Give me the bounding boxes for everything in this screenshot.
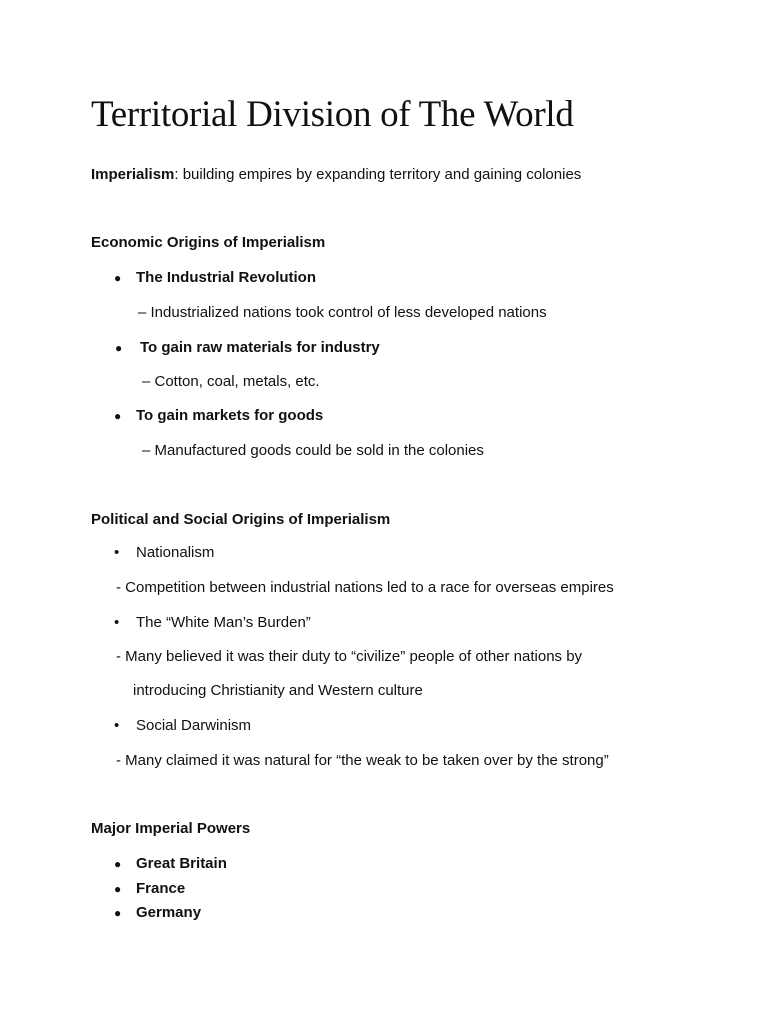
bullet-icon: ● [114,857,122,871]
list-item-detail: – Industrialized nations took control of less developed nations [138,304,547,321]
bullet-icon: • [114,544,120,561]
bullet-icon: • [114,717,120,734]
list-item-detail: - Competition between industrial nations led to a race for overseas empires [116,579,614,596]
list-item: To gain raw materials for industry [140,339,380,356]
section-heading-political-social: Political and Social Origins of Imperialism [91,511,391,528]
list-item-detail: - Many believed it was their duty to “civilize” people of other nations by [116,648,583,665]
list-item-detail: – Cotton, coal, metals, etc. [142,373,320,390]
list-item: To gain markets for goods [136,407,324,424]
list-item: Germany [136,904,202,921]
section-heading-major-powers: Major Imperial Powers [91,820,251,837]
section-heading-economic: Economic Origins of Imperialism [91,234,326,251]
definition-term: Imperialism [91,166,175,183]
bullet-icon: ● [114,271,122,285]
list-item: Social Darwinism [136,717,252,734]
list-item: Nationalism [136,544,215,561]
page-title: Territorial Division of The World [91,94,574,135]
definition-text: : building empires by expanding territory and gaining colonies [174,166,582,183]
bullet-icon: ● [114,906,122,920]
list-item-detail: - Many claimed it was natural for “the weak to be taken over by the strong” [116,752,609,769]
bullet-icon: ● [115,341,123,355]
bullet-icon: ● [114,882,122,896]
bullet-icon: • [114,614,120,631]
list-item: The “White Man’s Burden” [136,614,311,631]
list-item: The Industrial Revolution [136,269,317,286]
list-item-detail: – Manufactured goods could be sold in the colonies [142,442,484,459]
list-item: Great Britain [136,855,227,872]
list-item-detail-continued: introducing Christianity and Western culture [133,682,423,699]
definition-line [91,167,581,182]
bullet-icon: ● [114,409,122,423]
list-item: France [136,880,186,897]
